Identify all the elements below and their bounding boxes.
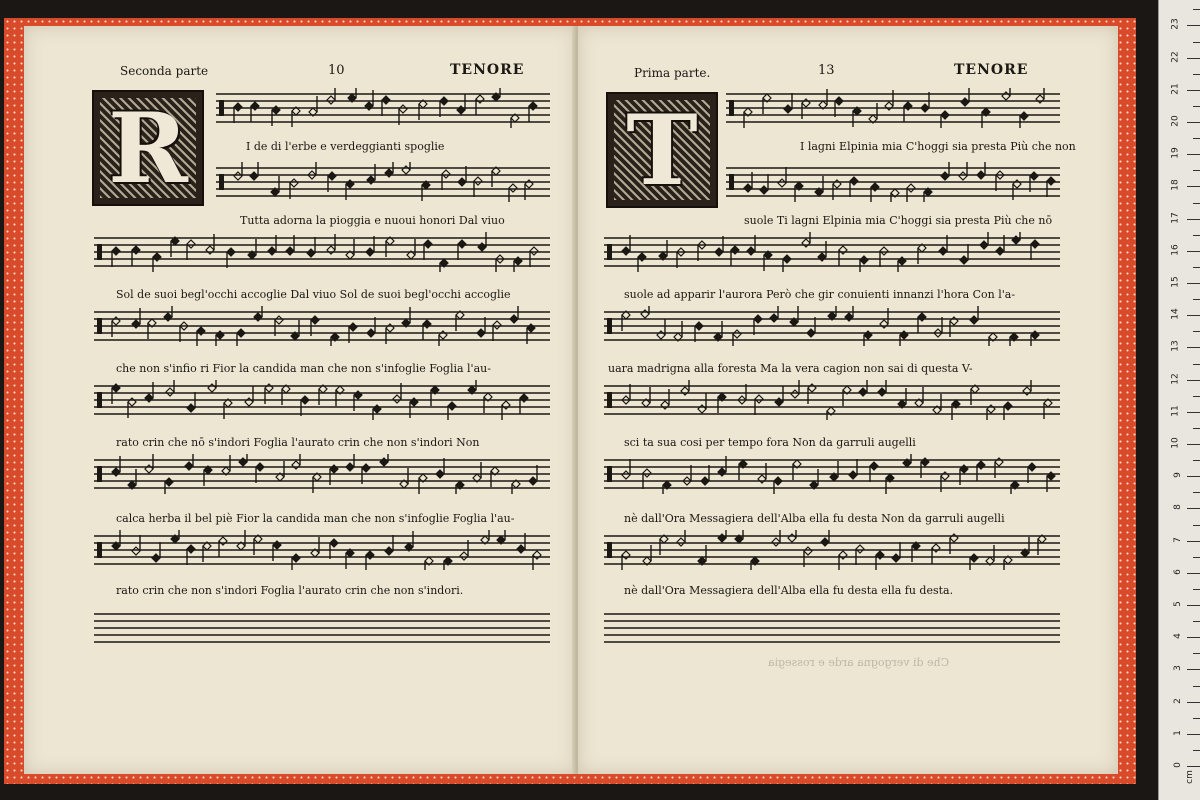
ruler-label: 4 bbox=[1173, 633, 1184, 640]
ruler-label: 21 bbox=[1170, 83, 1181, 95]
initial-letter: R bbox=[108, 91, 188, 205]
ruler-tick bbox=[1187, 412, 1200, 413]
decorated-initial bbox=[606, 92, 718, 208]
ruler-half-tick bbox=[1193, 42, 1200, 43]
page-number: 10 bbox=[328, 63, 345, 78]
music-staff bbox=[216, 88, 550, 128]
ruler-tick bbox=[1187, 122, 1200, 123]
ruler-half-tick bbox=[1193, 203, 1200, 204]
running-head-left: Prima parte. bbox=[634, 66, 711, 80]
ruler-half-tick bbox=[1193, 170, 1200, 171]
ruler-label: 5 bbox=[1173, 601, 1184, 607]
ruler-tick bbox=[1187, 186, 1200, 187]
ruler-tick bbox=[1187, 541, 1200, 542]
ruler-label: 3 bbox=[1173, 665, 1184, 672]
ruler-label: 13 bbox=[1170, 340, 1181, 353]
music-staff bbox=[604, 530, 1060, 570]
lyric-line: calca herba il bel piè Fior la candida man che non s'infoglie Foglia l'au- bbox=[116, 512, 515, 525]
ruler-half-tick bbox=[1193, 750, 1200, 751]
ruler-half-tick bbox=[1193, 428, 1200, 429]
ruler-tick bbox=[1187, 669, 1200, 670]
ruler-tick bbox=[1187, 508, 1200, 509]
music-staff bbox=[94, 306, 550, 346]
music-staff bbox=[604, 232, 1060, 272]
ruler-label: 10 bbox=[1170, 437, 1181, 449]
ruler-half-tick bbox=[1193, 557, 1200, 558]
music-staff bbox=[726, 162, 1060, 202]
music-staff bbox=[604, 454, 1060, 494]
decorated-initial bbox=[92, 90, 204, 206]
lyric-line: rato crin che nō s'indori Foglia l'aurato crin che non s'indori Non bbox=[116, 436, 480, 449]
lyric-line: Tutta adorna la pioggia e nuoui honori Dal viuo bbox=[240, 214, 505, 227]
ruler-label: 8 bbox=[1173, 504, 1184, 511]
ruler-tick bbox=[1187, 476, 1200, 477]
ruler-label: 6 bbox=[1173, 568, 1184, 575]
ruler-tick bbox=[1187, 25, 1200, 26]
lyric-line: che non s'infio ri Fior la candida man che non s'infoglie Foglia l'au- bbox=[116, 362, 491, 375]
ruler-label: 9 bbox=[1173, 472, 1184, 479]
ruler-label: 16 bbox=[1170, 244, 1181, 256]
ruler-tick bbox=[1187, 605, 1200, 606]
right-page bbox=[578, 26, 1118, 774]
ruler-label: 19 bbox=[1170, 147, 1181, 159]
lyric-line: suole Ti lagni Elpinia mia C'hoggi sia presta Più che nō bbox=[744, 214, 1053, 227]
ruler-label: 17 bbox=[1170, 211, 1181, 224]
empty-staff bbox=[94, 608, 550, 648]
lyric-line: suole ad apparir l'aurora Però che gir conuienti innanzi l'hora Con l'a- bbox=[624, 288, 1016, 301]
ruler-half-tick bbox=[1193, 299, 1200, 300]
lyric-line: nè dall'Ora Messagiera dell'Alba ella fu desta Non da garruli augelli bbox=[624, 512, 1005, 525]
ruler-half-tick bbox=[1193, 525, 1200, 526]
lyric-line: sci ta sua cosi per tempo fora Non da garruli augelli bbox=[624, 436, 916, 449]
running-head-left: Seconda parte bbox=[120, 64, 209, 78]
ruler-label: 2 bbox=[1173, 697, 1184, 704]
ruler-tick bbox=[1187, 219, 1200, 220]
ruler-tick bbox=[1187, 637, 1200, 638]
ruler-tick bbox=[1187, 315, 1200, 316]
ruler-half-tick bbox=[1193, 267, 1200, 268]
left-page bbox=[24, 26, 576, 774]
music-staff bbox=[94, 530, 550, 570]
ruler-half-tick bbox=[1193, 460, 1200, 461]
music-staff bbox=[216, 162, 550, 202]
ruler-tick bbox=[1187, 734, 1200, 735]
ruler-tick bbox=[1187, 444, 1200, 445]
ruler-half-tick bbox=[1193, 235, 1200, 236]
ruler-label: 14 bbox=[1170, 308, 1181, 320]
ruler-half-tick bbox=[1193, 396, 1200, 397]
music-staff bbox=[94, 454, 550, 494]
ruler-half-tick bbox=[1193, 106, 1200, 107]
bleed-through-text: Che di vergogna arde e rossegia bbox=[768, 656, 950, 669]
ruler-label: 15 bbox=[1170, 276, 1181, 288]
ruler-tick bbox=[1187, 380, 1200, 381]
lyric-line: rato crin che non s'indori Foglia l'aurato crin che non s'indori. bbox=[116, 584, 464, 597]
initial-letter: T bbox=[626, 93, 698, 207]
ruler-half-tick bbox=[1193, 686, 1200, 687]
lyric-line: uara madrigna alla foresta Ma la vera cagion non sai di questa V- bbox=[608, 362, 973, 375]
ruler-label: 11 bbox=[1170, 405, 1181, 417]
ruler-half-tick bbox=[1193, 138, 1200, 139]
ruler-label: 1 bbox=[1173, 729, 1184, 736]
ruler-tick bbox=[1187, 766, 1200, 767]
ruler-unit-label: cm bbox=[1185, 770, 1196, 784]
ruler-label: 0 bbox=[1173, 762, 1184, 768]
ruler-half-tick bbox=[1193, 621, 1200, 622]
ruler-half-tick bbox=[1193, 589, 1200, 590]
ruler-tick bbox=[1187, 58, 1200, 59]
measurement-ruler bbox=[1158, 0, 1200, 800]
lyric-line: I de di l'erbe e verdeggianti spoglie bbox=[246, 140, 445, 153]
music-staff bbox=[604, 380, 1060, 420]
page-number: 13 bbox=[818, 63, 835, 78]
ruler-half-tick bbox=[1193, 492, 1200, 493]
ruler-tick bbox=[1187, 283, 1200, 284]
ruler-half-tick bbox=[1193, 9, 1200, 10]
music-staff bbox=[94, 232, 550, 272]
lyric-line: nè dall'Ora Messagiera dell'Alba ella fu desta ella fu desta. bbox=[624, 584, 954, 597]
ruler-half-tick bbox=[1193, 718, 1200, 719]
ruler-half-tick bbox=[1193, 74, 1200, 75]
ruler-tick bbox=[1187, 702, 1200, 703]
voice-label: TENORE bbox=[450, 62, 525, 78]
ruler-tick bbox=[1187, 573, 1200, 574]
ruler-tick bbox=[1187, 251, 1200, 252]
music-staff bbox=[604, 306, 1060, 346]
ruler-label: 18 bbox=[1170, 179, 1181, 192]
ruler-tick bbox=[1187, 347, 1200, 348]
ruler-tick bbox=[1187, 90, 1200, 91]
ruler-half-tick bbox=[1193, 653, 1200, 654]
voice-label: TENORE bbox=[954, 62, 1029, 78]
ruler-label: 12 bbox=[1170, 372, 1181, 385]
music-staff bbox=[726, 88, 1060, 128]
ruler-label: 22 bbox=[1170, 50, 1181, 63]
ruler-label: 20 bbox=[1170, 115, 1181, 127]
ruler-half-tick bbox=[1193, 331, 1200, 332]
music-staff bbox=[94, 380, 550, 420]
lyric-line: I lagni Elpinia mia C'hoggi sia presta Più che non bbox=[800, 140, 1076, 153]
empty-staff bbox=[604, 608, 1060, 648]
ruler-half-tick bbox=[1193, 364, 1200, 365]
ruler-tick bbox=[1187, 154, 1200, 155]
ruler-label: 23 bbox=[1170, 18, 1181, 31]
lyric-line: Sol de suoi begl'occhi accoglie Dal viuo Sol de suoi begl'occhi accoglie bbox=[116, 288, 511, 301]
ruler-label: 7 bbox=[1173, 536, 1184, 543]
